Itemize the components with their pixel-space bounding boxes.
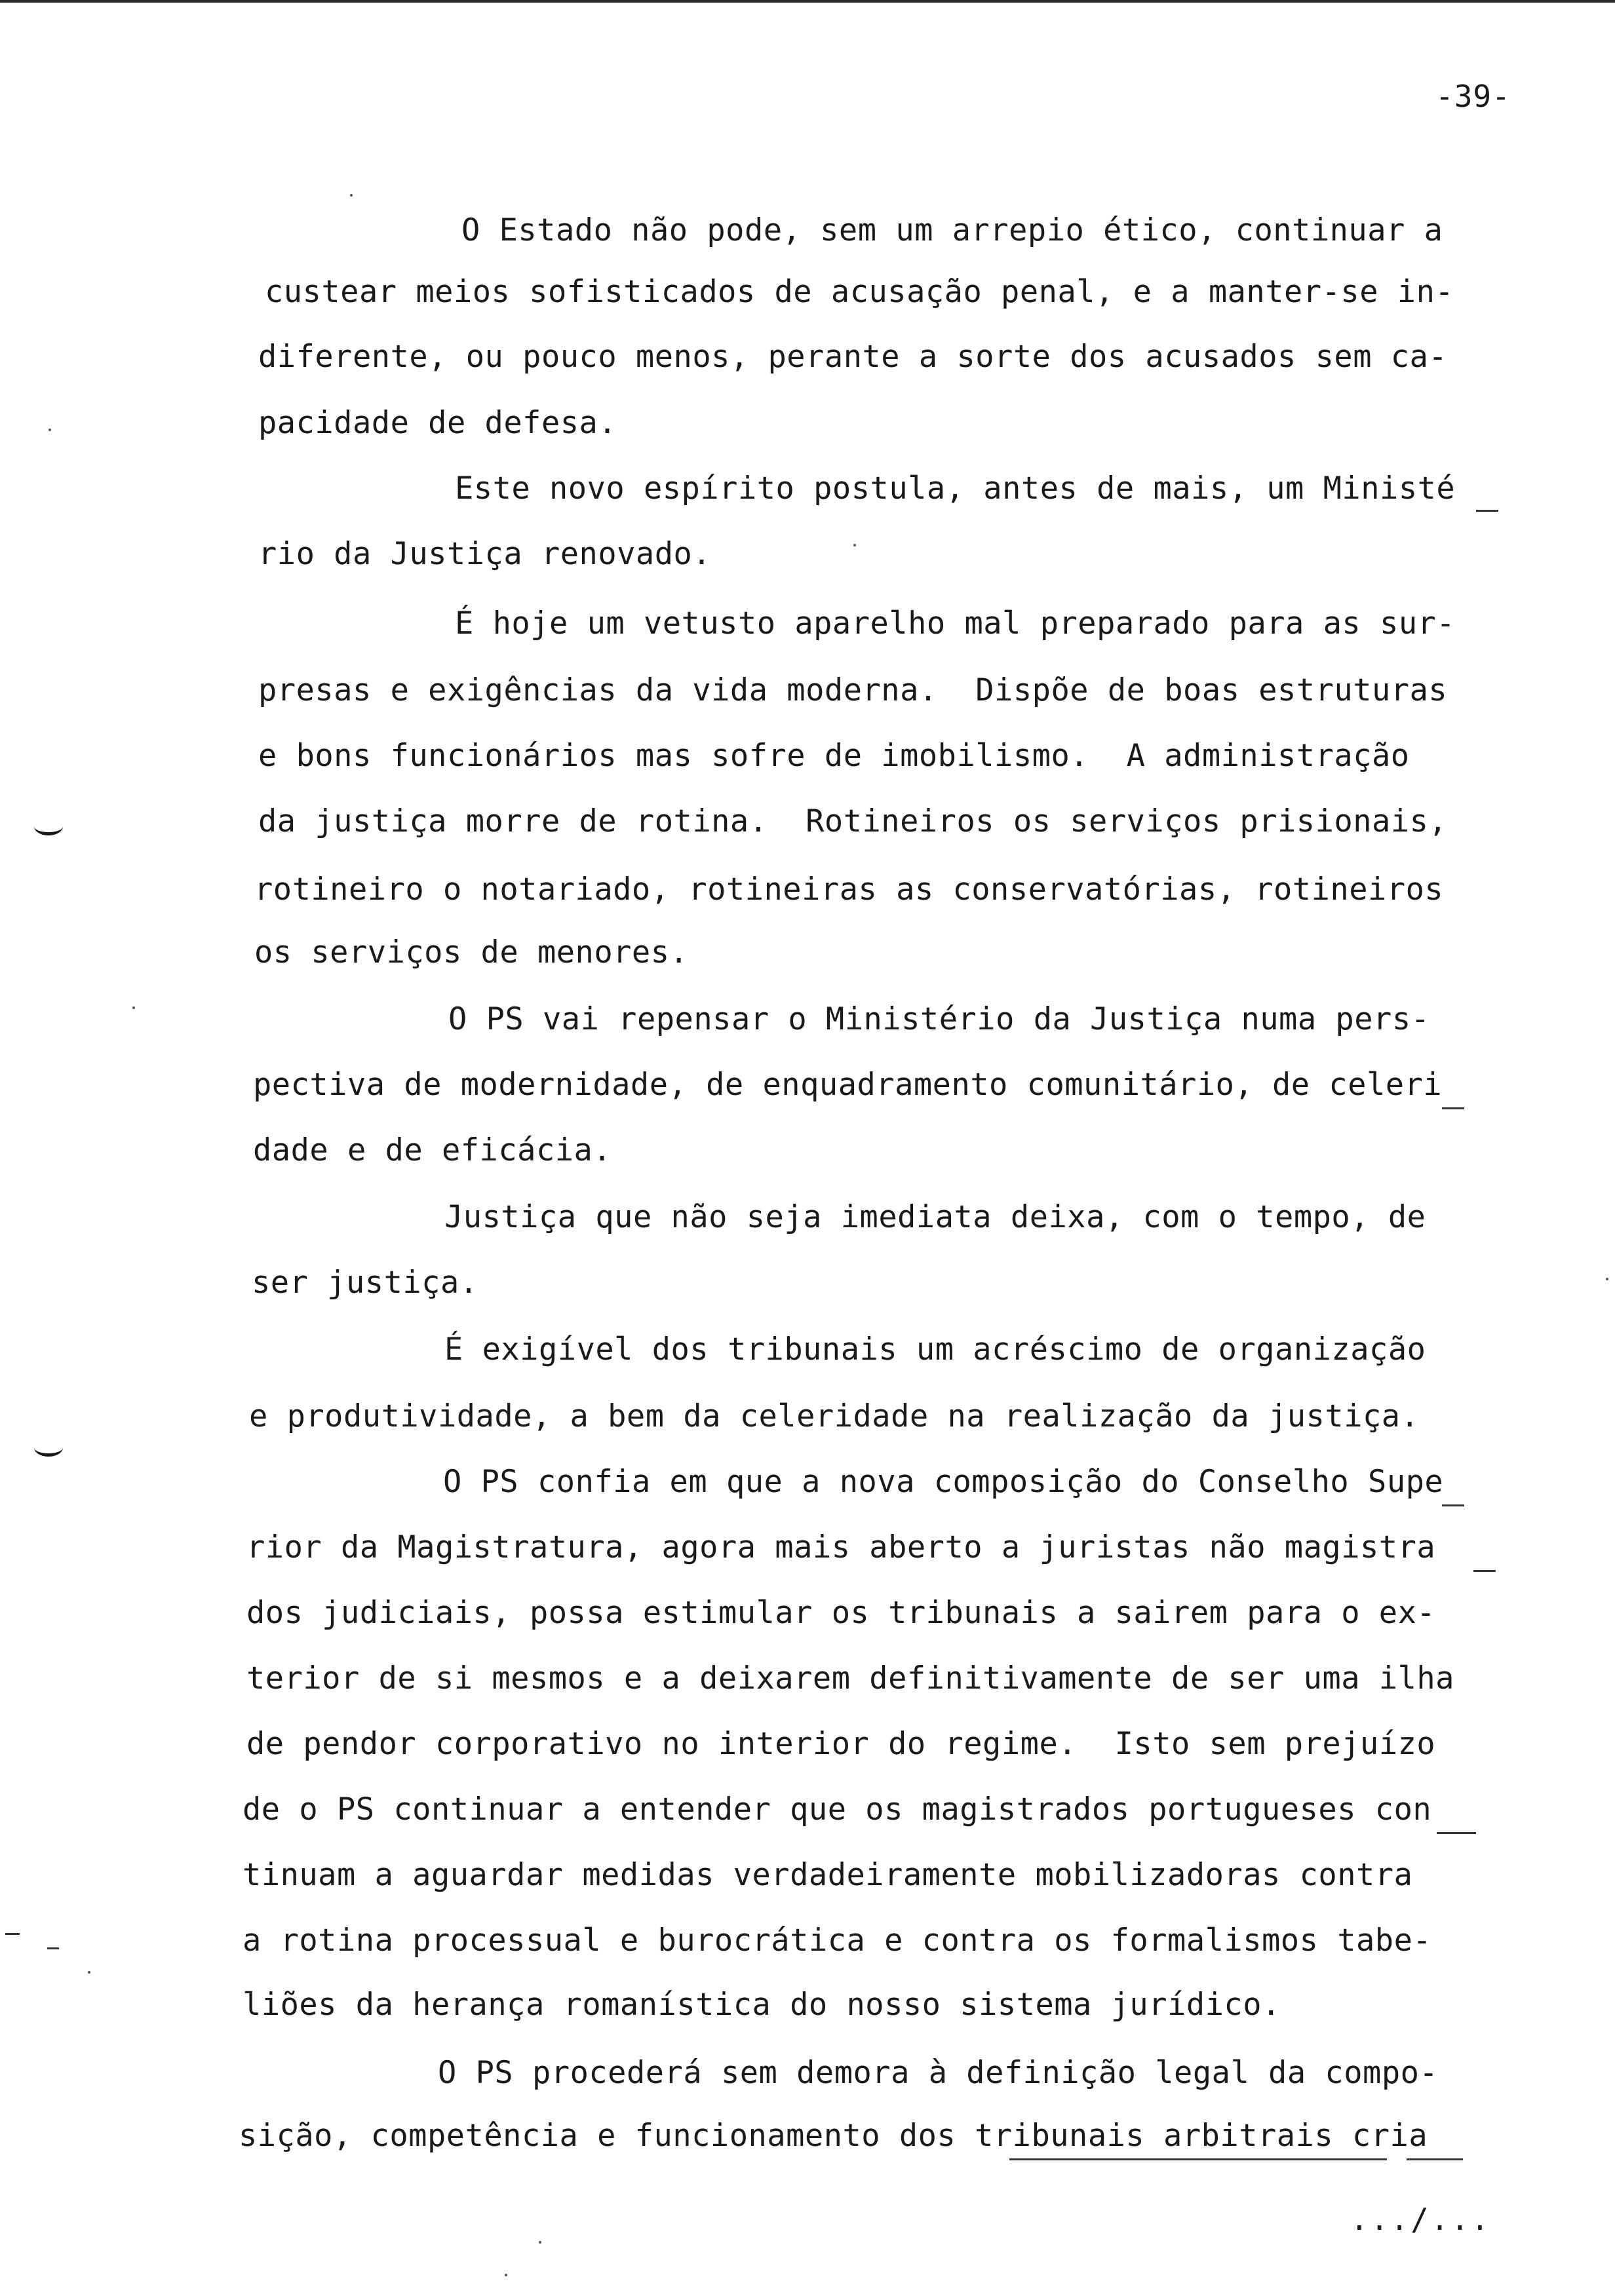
underline-mark bbox=[1437, 1832, 1476, 1834]
text-line: O PS vai repensar o Ministério da Justiça numa pers- bbox=[448, 1001, 1430, 1037]
text-line: rotineiro o notariado, rotineiras as conservatórias, rotineiros bbox=[254, 871, 1444, 908]
underline-mark bbox=[1473, 1570, 1496, 1572]
text-line: Justiça que não seja imediata deixa, com o tempo, de bbox=[444, 1199, 1426, 1235]
text-line: sição, competência e funcionamento dos tribunais arbitrais cria bbox=[239, 2118, 1428, 2154]
speck bbox=[853, 544, 856, 546]
text-line: e produtividade, a bem da celeridade na realização da justiça. bbox=[249, 1398, 1420, 1434]
text-line: custear meios sofisticados de acusação penal, e a manter-se in- bbox=[265, 274, 1454, 310]
margin-mark bbox=[34, 818, 63, 835]
text-line: ser justiça. bbox=[252, 1265, 478, 1301]
underline-mark bbox=[1407, 2158, 1463, 2160]
speck bbox=[539, 2241, 541, 2244]
text-line: e bons funcionários mas sofre de imobilismo. A administração bbox=[258, 738, 1410, 774]
text-line: rio da Justiça renovado. bbox=[258, 536, 712, 572]
text-line: de pendor corporativo no interior do regime. Isto sem prejuízo bbox=[246, 1726, 1436, 1762]
text-line: dade e de eficácia. bbox=[253, 1132, 612, 1168]
text-line: da justiça morre de rotina. Rotineiros os serviços prisionais, bbox=[258, 803, 1448, 839]
text-line: liões da herança romanística do nosso sistema jurídico. bbox=[243, 1987, 1281, 2023]
text-line: dos judiciais, possa estimular os tribunais a sairem para o ex- bbox=[246, 1595, 1436, 1631]
underline-tribunais-arbitrais bbox=[1009, 2158, 1387, 2160]
top-rule bbox=[0, 0, 1615, 3]
text-line: diferente, ou pouco menos, perante a sorte dos acusados sem ca- bbox=[258, 339, 1448, 375]
margin-scratch bbox=[5, 1933, 20, 1935]
text-line: os serviços de menores. bbox=[254, 934, 689, 970]
text-line: tinuam a aguardar medidas verdadeiramente mobilizadoras contra bbox=[243, 1857, 1413, 1893]
margin-mark bbox=[34, 1439, 63, 1457]
margin-scratch bbox=[47, 1947, 59, 1949]
text-line: O PS procederá sem demora à definição legal da compo- bbox=[438, 2055, 1439, 2091]
text-line: terior de si mesmos e a deixarem definitivamente de ser uma ilha bbox=[246, 1660, 1454, 1696]
text-line: É hoje um vetusto aparelho mal preparado para as sur- bbox=[455, 605, 1456, 641]
text-line: a rotina processual e burocrática e contra os formalismos tabe- bbox=[243, 1923, 1432, 1959]
page-number: -39- bbox=[1435, 79, 1511, 114]
speck bbox=[1606, 1278, 1608, 1280]
text-line: pectiva de modernidade, de enquadramento comunitário, de celeri bbox=[253, 1067, 1443, 1103]
speck bbox=[505, 2274, 507, 2276]
continuation-mark: .../... bbox=[1350, 2202, 1491, 2237]
margin-speck bbox=[88, 1971, 90, 1974]
underline-mark bbox=[1442, 1107, 1464, 1109]
text-segment: Este novo espírito postula, antes de mais, um Ministé bbox=[455, 470, 1456, 507]
text-line-underlined-end bbox=[455, 470, 1456, 507]
speck bbox=[350, 194, 353, 197]
text-line: O PS confia em que a nova composição do Conselho Supe bbox=[443, 1464, 1444, 1500]
text-line: É exigível dos tribunais um acréscimo de organização bbox=[444, 1331, 1426, 1368]
underline-mark bbox=[1476, 510, 1498, 512]
text-line: rior da Magistratura, agora mais aberto a juristas não magistra bbox=[246, 1529, 1436, 1565]
text-line: de o PS continuar a entender que os magistrados portugueses con bbox=[243, 1791, 1432, 1827]
text-line: O Estado não pode, sem um arrepio ético, continuar a bbox=[461, 212, 1443, 248]
text-line: presas e exigências da vida moderna. Dispõe de boas estruturas bbox=[258, 672, 1448, 708]
speck bbox=[49, 429, 51, 431]
text-line: pacidade de defesa. bbox=[258, 405, 617, 441]
speck bbox=[132, 1006, 135, 1009]
underline-mark bbox=[1442, 1504, 1464, 1506]
